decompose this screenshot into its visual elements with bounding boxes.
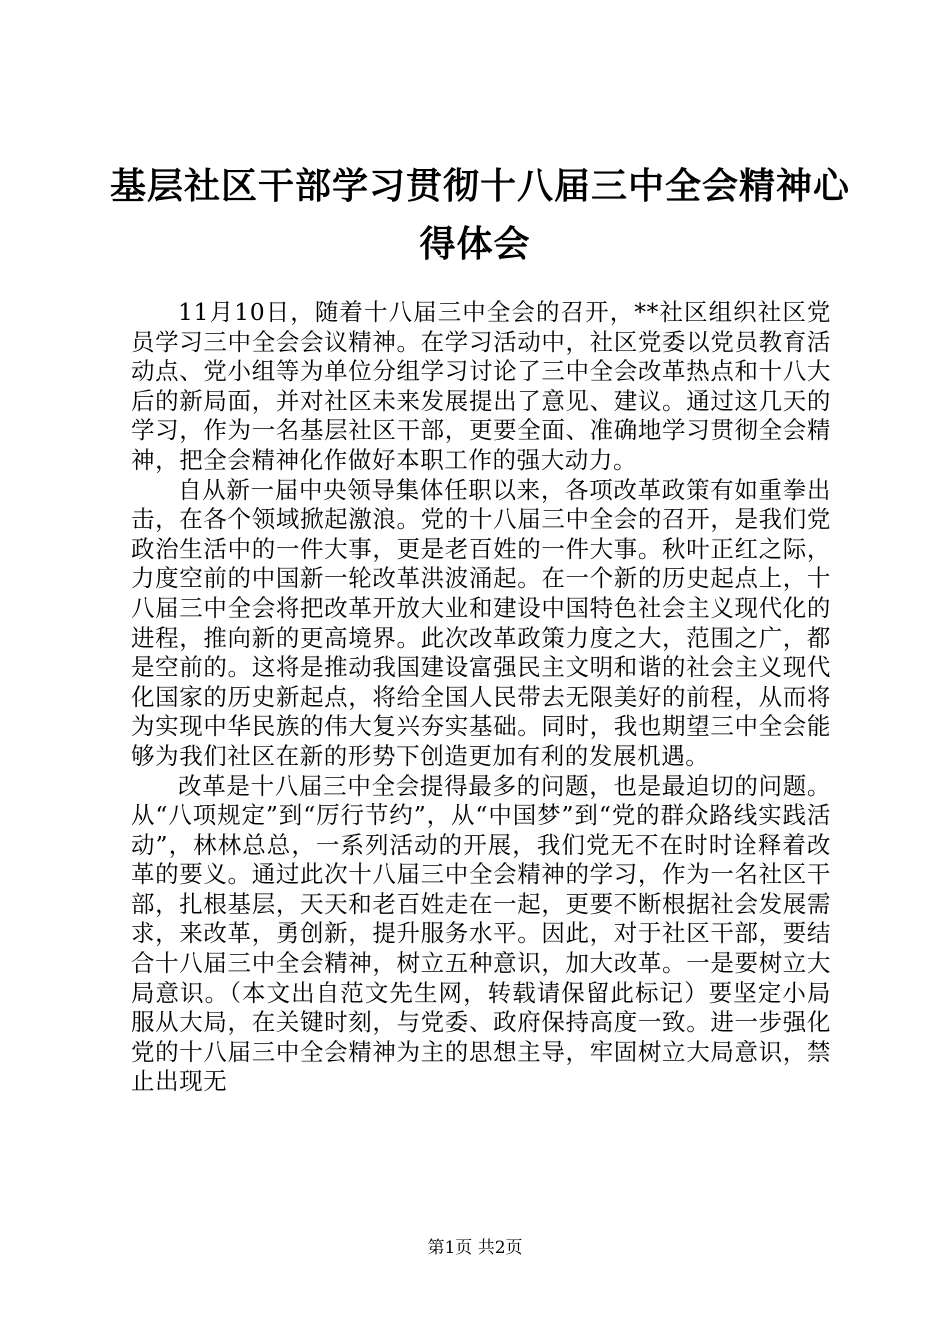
title-line-1: 基层社区干部学习贯彻十八届三中全会精神心 [110, 166, 851, 207]
paragraph-2: 自从新一届中央领导集体任职以来，各项改革政策有如重拳出击，在各个领域掀起激浪。党的十八届三中全会的召开，是我们党政治生活中的一件大事，更是老百姓的一件大事。秋叶正红之际，力度空前的中国新一轮改革洪波涌起。在一个新的历史起点上，十八届三中全会将把改革开放大业和建设中国特色社会主义现代化的进程，推向新的更高境界。此次改革政策力度之大，范围之广，都是空前的。这将是推动我国建设富强民主文明和谐的社会主义现代化国家的历史新起点，将给全国人民带去无限美好的前程，从而将为实现中华民族的伟大复兴夯实基础。同时，我也期望三中全会能够为我们社区在新的形势下创造更加有利的发展机遇。 [131, 475, 831, 770]
paragraph-1: 11月10日，随着十八届三中全会的召开，**社区组织社区党员学习三中全会会议精神。在学习活动中，社区党委以党员教育活动点、党小组等为单位分组学习讨论了三中全会改革热点和十八大后的新局面，并对社区未来发展提出了意见、建议。通过这几天的学习，作为一名基层社区干部，更要全面、准确地学习贯彻全会精神，把全会精神化作做好本职工作的强大动力。 [131, 298, 831, 474]
document-body [131, 298, 831, 1097]
document-title [110, 158, 851, 274]
page-number-footer: 第1页 共2页 [427, 1238, 523, 1258]
paragraph-3: 改革是十八届三中全会提得最多的问题，也是最迫切的问题。从“八项规定”到“厉行节约”，从“中国梦”到“党的群众路线实践活动”，林林总总，一系列活动的开展，我们党无不在时时诠释着改革的要义。通过此次十八届三中全会精神的学习，作为一名社区干部，扎根基层，天天和老百姓走在一起，更要不断根据社会发展需求，来改革，勇创新，提升服务水平。因此，对于社区干部，要结合十八届三中全会精神，树立五种意识，加大改革。一是要树立大局意识。（本文出自范文先生网，转载请保留此标记）要坚定小局服从大局，在关键时刻，与党委、政府保持高度一致。进一步强化党的十八届三中全会精神为主的思想主导，牢固树立大局意识，禁止出现无 [131, 771, 831, 1096]
title-line-2: 得体会 [419, 224, 531, 265]
